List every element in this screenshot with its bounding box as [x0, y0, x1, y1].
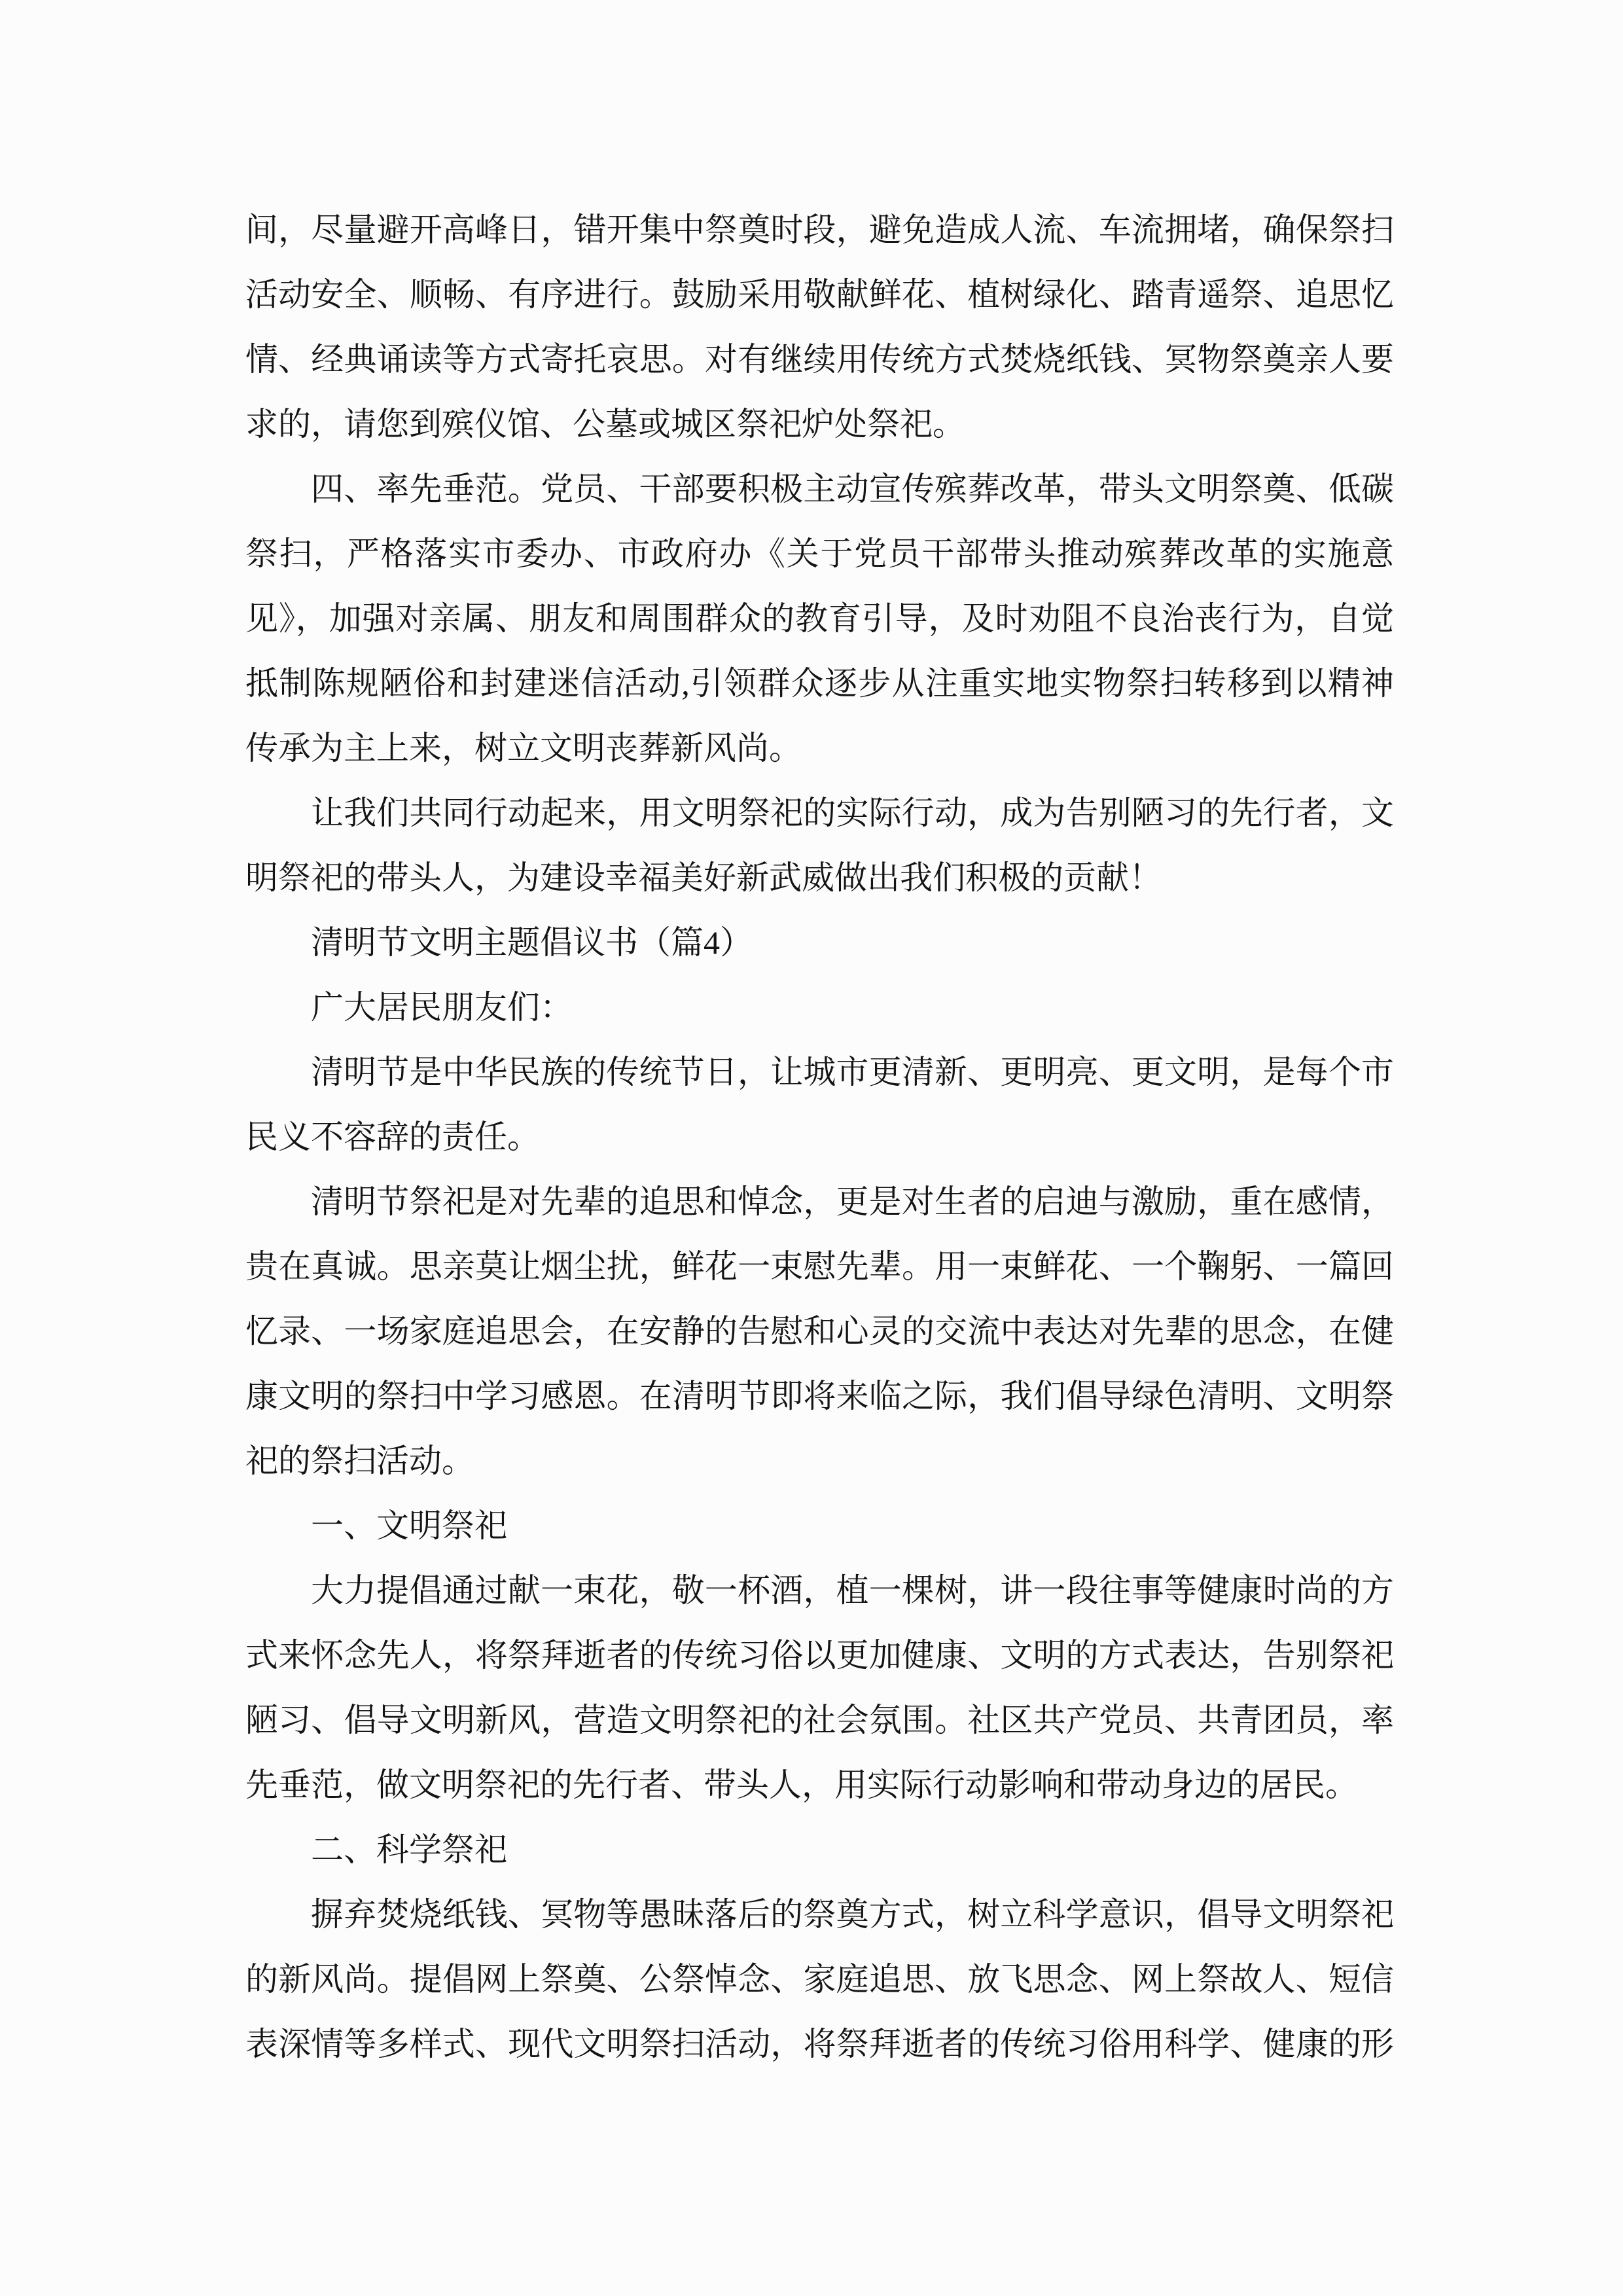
- text-line: 情、经典诵读等方式寄托哀思。对有继续用传统方式焚烧纸钱、冥物祭奠亲人要: [245, 341, 1394, 378]
- text-line: 贵在真诚。思亲莫让烟尘扰，鲜花一束慰先辈。用一束鲜花、一个鞠躬、一篇回: [245, 1248, 1394, 1285]
- text-line: 祀的祭扫活动。: [245, 1443, 474, 1479]
- document-text-block: [245, 198, 1394, 2077]
- text-line: 清明节是中华民族的传统节日，让城市更清新、更明亮、更文明，是每个市: [311, 1054, 1394, 1090]
- text-line: 表深情等多样式、现代文明祭扫活动，将祭拜逝者的传统习俗用科学、健康的形: [245, 2026, 1394, 2062]
- text-line: 广大居民朋友们：: [311, 989, 573, 1026]
- text-line: 的新风尚。提倡网上祭奠、公祭悼念、家庭追思、放飞思念、网上祭故人、短信: [245, 1961, 1394, 1998]
- text-line: 传承为主上来，树立文明丧葬新风尚。: [245, 730, 802, 766]
- text-line: 清明节祭祀是对先辈的追思和悼念，更是对生者的启迪与激励，重在感情，: [311, 1183, 1394, 1220]
- text-line: 式来怀念先人，将祭拜逝者的传统习俗以更加健康、文明的方式表达，告别祭祀: [245, 1637, 1394, 1674]
- text-line: 忆录、一场家庭追思会，在安静的告慰和心灵的交流中表达对先辈的思念，在健: [245, 1313, 1394, 1350]
- text-line: 民义不容辞的责任。: [245, 1119, 540, 1155]
- text-line: 二、科学祭祀: [311, 1831, 507, 1868]
- text-line: 见》，加强对亲属、朋友和周围群众的教育引导，及时劝阻不良治丧行为，自觉: [245, 600, 1394, 637]
- text-line: 大力提倡通过献一束花，敬一杯酒，植一棵树，讲一段往事等健康时尚的方: [311, 1572, 1394, 1609]
- text-line: 先垂范，做文明祭祀的先行者、带头人，用实际行动影响和带动身边的居民。: [245, 1767, 1358, 1803]
- text-line: 求的，请您到殡仪馆、公墓或城区祭祀炉处祭祀。: [245, 406, 965, 442]
- text-line: 康文明的祭扫中学习感恩。在清明节即将来临之际，我们倡导绿色清明、文明祭: [245, 1378, 1394, 1414]
- text-line: 间，尽量避开高峰日，错开集中祭奠时段，避免造成人流、车流拥堵，确保祭扫: [245, 211, 1394, 248]
- text-line: 陋习、倡导文明新风，营造文明祭祀的社会氛围。社区共产党员、共青团员，率: [245, 1702, 1394, 1738]
- text-line: 四、率先垂范。党员、干部要积极主动宣传殡葬改革，带头文明祭奠、低碳: [311, 471, 1394, 507]
- text-line: 活动安全、顺畅、有序进行。鼓励采用敬献鲜花、植树绿化、踏青遥祭、追思忆: [245, 276, 1394, 313]
- text-line: 祭扫，严格落实市委办、市政府办《关于党员干部带头推动殡葬改革的实施意: [245, 535, 1394, 572]
- text-line: 明祭祀的带头人，为建设幸福美好新武威做出我们积极的贡献！: [245, 859, 1162, 896]
- text-line: 清明节文明主题倡议书（篇4）: [311, 924, 753, 961]
- text-line: 让我们共同行动起来，用文明祭祀的实际行动，成为告别陋习的先行者，文: [311, 795, 1394, 831]
- text-line: 一、文明祭祀: [311, 1507, 507, 1544]
- text-line: 抵制陈规陋俗和封建迷信活动,引领群众逐步从注重实地实物祭扫转移到以精神: [245, 665, 1394, 702]
- text-line: 摒弃焚烧纸钱、冥物等愚昧落后的祭奠方式，树立科学意识，倡导文明祭祀: [311, 1896, 1394, 1933]
